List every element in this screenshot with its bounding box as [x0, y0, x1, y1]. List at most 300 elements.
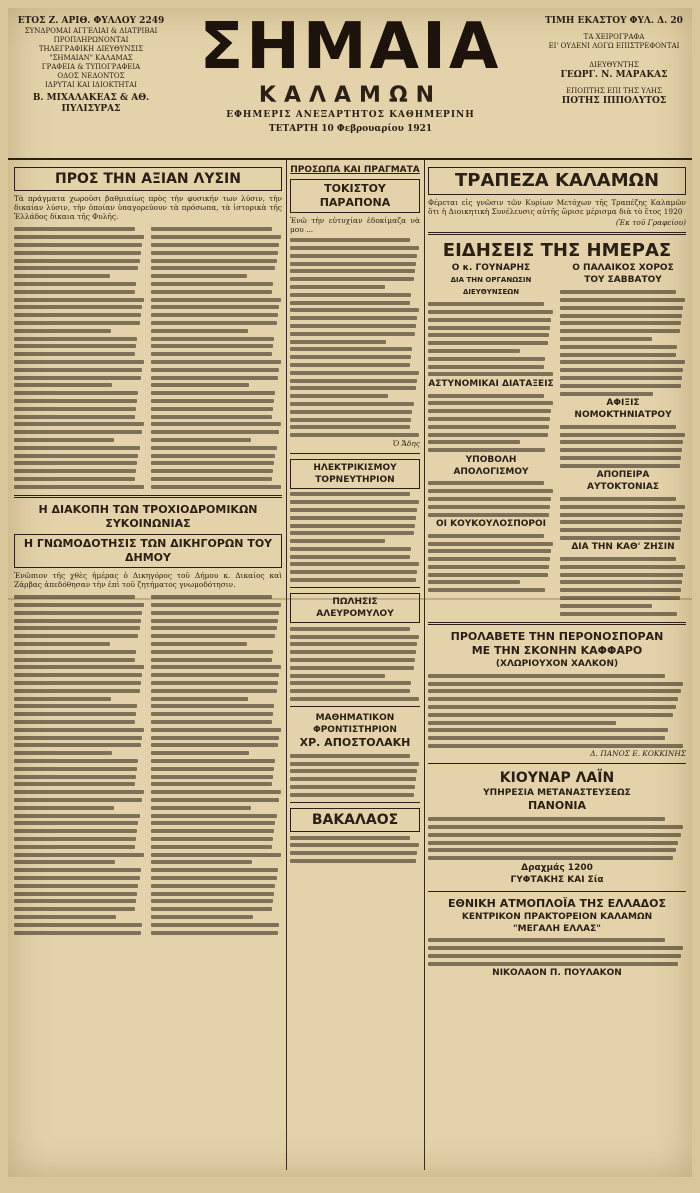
text-line [290, 843, 419, 847]
news-body [560, 497, 686, 540]
text-line [428, 856, 673, 860]
text-line [14, 915, 116, 919]
article-column [14, 592, 145, 936]
text-line [151, 251, 278, 255]
text-line [14, 642, 110, 646]
text-line [14, 266, 138, 270]
text-line [290, 793, 414, 797]
text-line [428, 394, 544, 398]
text-line [428, 440, 520, 444]
text-line [151, 337, 274, 341]
text-line [151, 391, 275, 395]
text-line [290, 555, 410, 559]
text-line [14, 329, 111, 333]
text-line [14, 485, 144, 489]
text-line [428, 425, 549, 429]
masthead-right [544, 16, 684, 107]
text-line [151, 383, 249, 387]
ad-steamship-sub: ΚΕΝΤΡΙΚΟΝ ΠΡΑΚΤΟΡΕΙΟΝ ΚΑΛΑΜΩΝ [461, 911, 653, 922]
text-line [290, 402, 414, 406]
column-middle [290, 164, 420, 864]
article-body [290, 754, 420, 797]
text-line [14, 313, 141, 317]
text-line [14, 259, 140, 263]
text-line [14, 415, 135, 419]
text-line [151, 790, 281, 794]
text-line [290, 269, 415, 273]
text-line [428, 728, 668, 732]
editor-label: ΕΠΟΠΤΗΣ ΕΠΙ ΤΗΣ ΥΛΗΣ [566, 87, 662, 95]
text-line [151, 266, 275, 270]
text-line [14, 461, 137, 465]
text-line [151, 892, 274, 896]
text-line [560, 353, 676, 357]
text-line [14, 876, 140, 880]
text-line [428, 448, 545, 452]
text-line [560, 314, 682, 318]
text-line [151, 290, 272, 294]
text-line [290, 578, 416, 582]
text-line [14, 704, 137, 708]
news-heading: ΑΣΤΥΝΟΜΙΚΑΙ ΔΙΑΤΑΞΕΙΣ [428, 378, 554, 389]
text-line [428, 848, 676, 852]
article-lead: Τὰ πράγματα χωροῦσι βαθμιαίως πρὸς τὴν φυσικήν των λύσιν, τὴν δικαίαν λύσιν, τὴν ὁποίαν ὑπαγορεύουν τὰ πρόσωπα, τὰ ἱστορικὰ τῆς Ἑλλάδος δίκαια τῆς Φυλῆς. [14, 194, 282, 222]
text-line [290, 650, 416, 654]
text-line [290, 324, 416, 328]
text-line [14, 712, 136, 716]
text-line [14, 751, 112, 755]
headline-electric: ΗΛΕΚΤΡΙΚΙΣΜΟΥ ΤΟΡΝΕΥΤΗΡΙΟΝ [290, 459, 420, 489]
text-line [428, 341, 548, 345]
text-line [151, 407, 273, 411]
text-line [560, 368, 683, 372]
editor-name: ΠΟΤΗΣ ΙΠΠΟΛΥΤΟΣ [561, 96, 667, 106]
column-divider [424, 160, 425, 1170]
text-line [14, 650, 136, 654]
news-heading: ΑΠΟΠΕΙΡΑ ΑΥΤΟΚΤΟΝΙΑΣ [586, 470, 660, 493]
text-line [151, 837, 273, 841]
text-line [151, 368, 279, 372]
text-line [14, 658, 135, 662]
issue-number: ΕΤΟΣ Ζ. ΑΡΙΘ. ΦΥΛΛΟΥ 2249 [17, 16, 165, 26]
text-line [151, 798, 279, 802]
text-line [14, 360, 144, 364]
text-line [14, 665, 144, 669]
text-line [151, 360, 281, 364]
text-line [290, 570, 417, 574]
ad-cunard-price: Δραχμάς 1200 [521, 862, 593, 873]
text-line [428, 409, 551, 413]
text-line [428, 302, 544, 306]
text-line [151, 876, 277, 880]
text-line [14, 837, 136, 841]
text-line [151, 438, 251, 442]
text-line [14, 376, 141, 380]
text-line [428, 372, 553, 376]
headline-tram: Η ΔΙΑΚΟΠΗ ΤΩΝ ΤΡΟΧΙΟΔΡΟΜΙΚΩΝ ΣΥΚΟΙΝΩΝΙΑΣ [38, 503, 258, 531]
text-line [428, 833, 681, 837]
text-line [428, 497, 551, 501]
text-line [151, 376, 278, 380]
text-line [290, 547, 411, 551]
article-lead: Ἐνῶπιον τῆς χθὲς ἡμέρας ὁ Δικηγόρος τοῦ Δήμου κ. Δικαίος καὶ Ζάρβας ἀπεδόθησαν τὴν ἐπὶ τοῦ ζητήματος γνωμοδότησιν. [14, 571, 282, 590]
news-heading: ΔΙΑ ΤΗΝ ΟΡΓΑΝΩΣΙΝ ΔΙΕΥΘΥΝΣΕΩΝ [450, 276, 532, 297]
text-line [560, 557, 676, 561]
text-line [428, 682, 683, 686]
ad-peronospora-title2: ΜΕ ΤΗΝ ΣΚΟΝΗΝ ΚΑΦΦΑΡΟ [471, 644, 643, 658]
text-line [14, 611, 142, 615]
text-line [151, 884, 275, 888]
text-line [290, 627, 410, 631]
text-line [290, 762, 419, 766]
text-line [290, 492, 410, 496]
ad-body [428, 674, 686, 748]
masthead-right-line: ΤΑ ΧΕΙΡΟΓΡΑΦΑ [583, 33, 645, 41]
text-line [14, 619, 141, 623]
text-line [560, 565, 685, 569]
owners: Β. ΜΙΧΑΛΑΚΕΑΣ & ΑΘ. ΠΥΛΙΣΥΡΑΣ [32, 93, 150, 114]
text-line [290, 562, 419, 566]
news-body [428, 534, 554, 593]
text-line [151, 274, 247, 278]
text-line [428, 841, 678, 845]
director-label: ΔΙΕΥΘΥΝΤΗΣ [589, 61, 639, 69]
text-line [151, 759, 275, 763]
text-line [151, 298, 281, 302]
text-line [560, 290, 676, 294]
text-line [151, 814, 277, 818]
text-line [428, 697, 678, 701]
ad-steamship-signature: ΝΙΚΟΛΑΟΝ Π. ΠΟΥΛΑΚΟΝ [492, 968, 622, 979]
column-divider [286, 160, 287, 1170]
text-line [14, 798, 142, 802]
text-line [560, 306, 683, 310]
text-line [560, 604, 652, 608]
newspaper-tagline: ΕΦΗΜΕΡΙΣ ΑΝΕΞΑΡΤΗΤΟΣ ΚΑΘΗΜΕΡΙΝΗ [226, 110, 475, 120]
text-line [14, 290, 135, 294]
text-line [290, 500, 419, 504]
text-line [151, 626, 277, 630]
text-line [14, 352, 135, 356]
text-line [290, 531, 414, 535]
text-line [151, 860, 252, 864]
text-line [290, 777, 416, 781]
text-line [14, 767, 137, 771]
text-line [428, 310, 553, 314]
text-line [290, 769, 417, 773]
news-body [428, 481, 554, 516]
text-line [14, 814, 140, 818]
news-columns [428, 262, 686, 617]
article-column [14, 224, 145, 490]
text-line [428, 326, 550, 330]
text-line [290, 681, 411, 685]
ad-cunard-title: ΚΙΟΥΝΑΡ ΛΑΪΝ [499, 770, 615, 787]
text-line [560, 464, 680, 468]
text-line [560, 520, 682, 524]
news-heading: ΑΦΙΞΙΣ ΝΟΜΟΚΤΗΝΙΑΤΡΟΥ [574, 397, 672, 420]
text-line [151, 235, 281, 239]
text-line [151, 853, 281, 857]
text-line [14, 806, 114, 810]
text-line [151, 642, 247, 646]
headline-mill: ΠΩΛΗΣΙΣ ΑΛΕΥΡΟΜΥΛΟΥ [290, 593, 420, 623]
ad-cunard-agents: ΓΥΦΤΑΚΗΣ ΚΑΙ Σία [510, 874, 604, 885]
text-line [14, 720, 135, 724]
masthead-left-line: "ΣΗΜΑΙΑΝ" ΚΑΛΑΜΑΣ [49, 54, 133, 62]
text-line [14, 274, 110, 278]
text-line [428, 481, 544, 485]
text-line [14, 853, 144, 857]
text-line [290, 340, 386, 344]
text-line [428, 433, 548, 437]
ad-peronospora-title: ΠΡΟΛΑΒΕΤΕ ΤΗΝ ΠΕΡΟΝΟΣΠΟΡΑΝ [450, 630, 664, 644]
article-body [14, 592, 282, 936]
ad-cunard-ship: ΠΑΝΟΝΙΑ [527, 799, 587, 813]
text-line [290, 355, 411, 359]
text-line [151, 446, 277, 450]
text-line [151, 259, 277, 263]
text-line [151, 329, 248, 333]
text-line [14, 907, 135, 911]
headline-main: ΠΡΟΣ ΤΗΝ ΑΞΙΑΝ ΛΥΣΙΝ [14, 167, 282, 191]
text-line [14, 892, 137, 896]
text-line [290, 666, 414, 670]
ad-cunard-sub: ΥΠΗΡΕΣΙΑ ΜΕΤΑΝΑΣΤΕΥΣΕΩΣ [483, 788, 631, 799]
text-line [151, 430, 279, 434]
headline-news: ΕΙΔΗΣΕΙΣ ΤΗΣ ΗΜΕΡΑΣ [442, 240, 672, 262]
paper-fold [8, 598, 692, 600]
dateline: ΤΕΤΑΡΤΗ 10 Φεβρουαρίου 1921 [268, 124, 433, 134]
text-line [428, 825, 683, 829]
text-line [560, 360, 685, 364]
text-line [14, 407, 136, 411]
text-line [151, 454, 275, 458]
text-line [290, 285, 385, 289]
column-right [428, 164, 686, 979]
text-line [14, 743, 141, 747]
text-line [428, 365, 544, 369]
text-line [14, 430, 142, 434]
text-line [290, 851, 417, 855]
bank-signature: (Ἐκ τοῦ Γραφείου) [615, 218, 686, 228]
text-line [14, 391, 138, 395]
text-line [428, 938, 665, 942]
text-line [290, 697, 419, 701]
text-line [14, 736, 142, 740]
text-line [290, 293, 411, 297]
text-line [290, 363, 410, 367]
text-line [14, 689, 140, 693]
masthead-left-line: ΤΗΛΕΓΡΑΦΙΚΗ ΔΙΕΥΘΥΝΣΙΣ [38, 45, 144, 53]
text-line [560, 376, 682, 380]
text-line [14, 775, 136, 779]
text-line [151, 619, 278, 623]
text-line [428, 588, 545, 592]
text-line [428, 357, 545, 361]
text-line [560, 580, 682, 584]
text-line [290, 689, 410, 693]
text-line [151, 720, 272, 724]
headline-bakalaos: ΒΑΚΑΛΑΟΣ [290, 808, 420, 832]
text-line [290, 379, 417, 383]
text-line [428, 318, 551, 322]
masthead-left-line: ΟΔΟΣ ΝΕΔΟΝΤΟΣ [57, 72, 125, 80]
text-line [428, 573, 548, 577]
text-line [290, 658, 415, 662]
text-line [14, 422, 144, 426]
text-line [14, 251, 141, 255]
text-line [290, 371, 419, 375]
text-line [151, 673, 279, 677]
text-line [290, 524, 415, 528]
text-line [560, 612, 677, 616]
newspaper-title: ΣΗΜΑΙΑ [199, 10, 502, 84]
masthead-left [16, 16, 166, 115]
text-line [14, 759, 138, 763]
text-line [14, 634, 138, 638]
text-line [14, 337, 137, 341]
text-line [428, 349, 520, 353]
text-line [428, 505, 550, 509]
text-line [151, 845, 272, 849]
text-line [290, 386, 416, 390]
text-line [151, 313, 278, 317]
text-line [290, 277, 414, 281]
text-line [290, 635, 419, 639]
text-line [14, 321, 140, 325]
article-body [290, 492, 420, 582]
text-line [14, 446, 140, 450]
text-line [151, 658, 272, 662]
text-line [151, 227, 272, 231]
text-line [151, 415, 272, 419]
text-line [428, 565, 549, 569]
text-line [151, 899, 273, 903]
text-line [151, 634, 275, 638]
masthead-left-line: ΠΡΟΠΛΗΡΩΝΟΝΤΑΙ [53, 36, 129, 44]
text-line [151, 907, 272, 911]
text-line [290, 394, 388, 398]
text-line [151, 806, 251, 810]
article-lead: Ἐνῶ τὴν εὐτυχίαν ἐδοκίμαζα νὰ μου ... [290, 216, 420, 235]
text-line [290, 262, 416, 266]
text-line [151, 728, 281, 732]
text-line [428, 744, 683, 748]
text-line [14, 454, 138, 458]
signature: Ὁ Ἄδης [392, 438, 420, 448]
text-line [428, 401, 553, 405]
text-line [290, 674, 385, 678]
text-line [151, 868, 278, 872]
text-line [560, 528, 681, 532]
text-line [151, 461, 274, 465]
headline-tutoring: ΜΑΘΗΜΑΤΙΚΟΝ ΦΡΟΝΤΙΣΤΗΡΙΟΝ [313, 713, 397, 736]
text-line [290, 316, 417, 320]
text-line [14, 673, 142, 677]
masthead-left-line: ΣΥΝΔΡΟΜΑΙ ΑΓΓΕΛΙΑΙ & ΔΙΑΤΡΙΒΑΙ [24, 27, 158, 35]
text-line [14, 868, 141, 872]
text-line [151, 736, 279, 740]
text-line [14, 884, 138, 888]
text-line [560, 497, 676, 501]
text-line [14, 282, 136, 286]
column-left [14, 164, 282, 936]
news-body [560, 425, 686, 468]
price: ΤΙΜΗ ΕΚΑΣΤΟΥ ΦΥΛ. Δ. 20 [545, 16, 683, 26]
text-line [151, 665, 281, 669]
news-right [560, 262, 686, 617]
article-column [151, 224, 282, 490]
newspaper-subtitle: ΚΑΛΑΜΩΝ [258, 83, 443, 108]
text-line [290, 642, 417, 646]
section-label: ΠΡΟΣΩΠΑ ΚΑΙ ΠΡΑΓΜΑΤΑ [290, 165, 420, 175]
text-line [428, 549, 551, 553]
text-line [560, 337, 652, 341]
text-line [151, 829, 274, 833]
text-line [560, 505, 685, 509]
text-line [14, 845, 135, 849]
text-line [428, 489, 553, 493]
text-line [14, 790, 144, 794]
text-line [428, 417, 550, 421]
text-line [151, 782, 272, 786]
text-line [14, 626, 140, 630]
text-line [428, 542, 553, 546]
news-left [428, 262, 554, 617]
ad-steamship-title: ΕΘΝΙΚΗ ΑΤΜΟΠΛΟΪΑ ΤΗΣ ΕΛΛΑΔΟΣ [447, 896, 667, 910]
text-line [290, 836, 410, 840]
text-line [151, 689, 277, 693]
text-line [151, 305, 279, 309]
news-heading: Ο ΠΑΛΑΙΚΟΣ ΧΟΡΟΣ [572, 263, 674, 274]
text-line [560, 513, 683, 517]
text-line [151, 321, 277, 325]
text-line [560, 536, 680, 540]
news-body [560, 557, 686, 616]
text-line [428, 736, 665, 740]
text-line [14, 899, 136, 903]
text-line [290, 418, 411, 422]
text-line [428, 713, 673, 717]
text-line [290, 433, 419, 437]
text-line [428, 705, 676, 709]
headline-tokistou: ΤΟΚΙΣΤΟΥ ΠΑΡΑΠΟΝΑ [290, 179, 420, 213]
text-line [290, 347, 412, 351]
news-heading: ΤΟΥ ΣΑΒΒΑΤΟΥ [584, 275, 662, 286]
masthead-left-line: ΓΡΑΦΕΙΑ & ΤΥΠΟΓΡΑΦΕΙΑ [41, 63, 141, 71]
text-line [428, 580, 520, 584]
text-line [14, 931, 141, 935]
text-line [151, 650, 273, 654]
text-line [290, 332, 415, 336]
text-line [428, 946, 683, 950]
text-line [151, 344, 273, 348]
text-line [560, 425, 676, 429]
text-line [290, 516, 416, 520]
text-line [560, 573, 683, 577]
text-line [290, 246, 419, 250]
text-line [428, 557, 550, 561]
text-line [14, 344, 136, 348]
text-line [428, 721, 616, 725]
article-column [151, 592, 282, 936]
text-line [428, 689, 681, 693]
text-line [151, 775, 273, 779]
text-line [151, 704, 274, 708]
text-line [151, 923, 279, 927]
text-line [14, 681, 141, 685]
